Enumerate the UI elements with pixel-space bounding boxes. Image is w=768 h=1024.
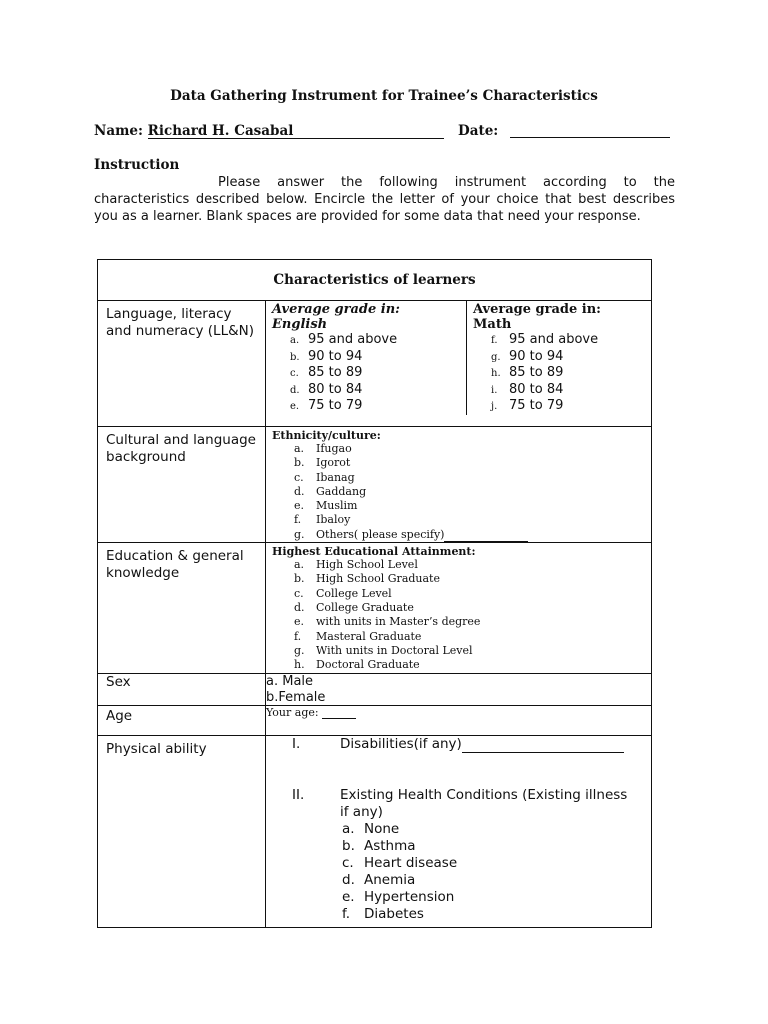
list-item[interactable] (290, 398, 460, 415)
row-label-llen: Language, literacy and numeracy (LL&N) (98, 301, 266, 427)
sex-options-cell (266, 674, 652, 706)
list-item[interactable] (294, 658, 651, 672)
option-text: Igorot (316, 456, 351, 470)
english-grade-column (266, 301, 467, 415)
list-item[interactable] (342, 821, 651, 838)
row-label-physical: Physical ability (98, 736, 266, 928)
list-item[interactable] (491, 382, 601, 399)
list-item[interactable] (342, 855, 651, 872)
option-letter: d. (294, 484, 305, 498)
age-prompt: Your age: (266, 706, 319, 720)
culture-options-cell (266, 427, 652, 543)
row-label-education: Education & general knowledge (98, 543, 266, 674)
option-text: Heart disease (364, 855, 458, 872)
list-item[interactable] (294, 572, 651, 586)
list-item[interactable] (491, 398, 601, 415)
option-text: College Graduate (316, 600, 414, 614)
option-letter: i. (491, 384, 498, 396)
option-letter: h. (294, 658, 305, 672)
characteristics-table (97, 259, 652, 928)
table-header: Characteristics of learners (98, 260, 652, 301)
option-text: Doctoral Graduate (316, 658, 420, 672)
others-specify-blank[interactable] (444, 541, 528, 542)
option-text: Ifugao (316, 442, 352, 455)
option-letter: f. (491, 335, 498, 346)
option-text: 85 to 89 (308, 365, 363, 380)
disabilities-blank[interactable] (462, 752, 624, 753)
list-item[interactable] (294, 587, 651, 601)
option-letter: a. (294, 558, 305, 572)
option-text: Gaddang (316, 484, 367, 498)
english-option-list (272, 332, 460, 415)
option-letter: a. (290, 335, 300, 346)
culture-option-list (266, 442, 651, 542)
option-letter: g. (294, 527, 305, 541)
list-item[interactable] (294, 485, 651, 499)
list-item[interactable] (491, 349, 601, 366)
name-date-line (94, 123, 674, 139)
option-letter: e. (342, 889, 355, 906)
option-letter: h. (491, 368, 501, 379)
option-text: 95 and above (509, 332, 599, 347)
math-option-list (473, 332, 601, 415)
option-text: With units in Doctoral Level (316, 643, 473, 657)
list-item[interactable] (294, 558, 651, 572)
health-option-list (266, 821, 651, 923)
option-text: 90 to 94 (308, 348, 363, 364)
option-letter: d. (294, 600, 305, 614)
option-text: with units in Master’s degree (316, 615, 481, 629)
option-letter: e. (294, 499, 305, 513)
option-letter: b. (294, 456, 305, 470)
list-item[interactable] (294, 442, 651, 456)
option-text: 80 to 84 (509, 381, 564, 397)
option-text: Anemia (364, 872, 416, 889)
option-letter: f. (342, 906, 351, 923)
list-item[interactable] (294, 471, 651, 485)
option-letter: g. (294, 643, 305, 657)
list-item[interactable] (294, 513, 651, 527)
math-heading-1: Average grade in: (473, 302, 601, 317)
list-item[interactable] (342, 889, 651, 906)
physical-item1-number: I. (292, 736, 301, 753)
option-letter: f. (294, 629, 302, 643)
option-text: Muslim (316, 499, 358, 513)
option-letter: j. (491, 401, 498, 412)
option-letter: e. (294, 615, 305, 629)
option-letter: c. (290, 368, 299, 379)
list-item[interactable] (294, 615, 651, 629)
option-text: College Level (316, 586, 392, 600)
row-label-sex: Sex (98, 674, 266, 706)
option-letter: b. (342, 838, 355, 855)
name-field[interactable]: Richard H. Casabal (148, 124, 444, 139)
name-label: Name: (94, 123, 143, 139)
list-item[interactable] (342, 838, 651, 855)
option-text: Masteral Graduate (316, 629, 422, 643)
date-label: Date: (458, 123, 499, 139)
list-item[interactable] (342, 906, 651, 923)
math-heading-2: Math (473, 317, 512, 332)
education-option-list (266, 558, 651, 672)
option-text: High School Graduate (316, 572, 440, 586)
option-text: 95 and above (308, 332, 398, 347)
list-item[interactable] (290, 365, 460, 382)
option-letter: c. (294, 470, 304, 484)
option-text: 90 to 94 (509, 348, 564, 364)
list-item[interactable] (290, 382, 460, 399)
education-options-cell (266, 543, 652, 674)
sex-option-female[interactable]: b.Female (266, 689, 326, 705)
list-item[interactable] (491, 365, 601, 382)
option-text: Ibanag (316, 470, 355, 484)
instruction-text: Please answer the following instrument according to the characteristics described below. Encircle the letter of your choice that best describes you as a learner. Blank spaces are provided for some data that need your response. (94, 175, 675, 224)
option-text: 75 to 79 (308, 398, 363, 413)
physical-item1-text: Disabilities(if any) (340, 736, 462, 753)
instruction-heading: Instruction (94, 157, 180, 173)
option-letter: d. (290, 384, 300, 396)
age-cell (266, 706, 652, 736)
english-heading-2: English (272, 317, 328, 332)
list-item[interactable] (294, 456, 651, 470)
option-letter: a. (342, 821, 355, 838)
list-item[interactable] (491, 332, 601, 349)
option-text: Hypertension (364, 889, 455, 906)
option-text: 80 to 84 (308, 381, 363, 397)
list-item[interactable] (294, 528, 651, 542)
physical-cell (266, 736, 652, 928)
option-letter: e. (290, 401, 300, 412)
physical-item2-number: II. (292, 787, 305, 804)
list-item[interactable] (290, 332, 460, 349)
sex-option-male[interactable]: a. Male (266, 674, 314, 690)
list-item[interactable] (294, 630, 651, 644)
age-blank[interactable] (322, 718, 356, 719)
row-label-age: Age (98, 706, 266, 736)
culture-heading: Ethnicity/culture: (272, 429, 381, 442)
document-title: Data Gathering Instrument for Trainee’s Characteristics (170, 88, 598, 104)
option-text: Ibaloy (316, 513, 351, 527)
option-letter: c. (342, 855, 354, 872)
date-field[interactable] (510, 137, 670, 138)
math-grade-column (467, 301, 607, 415)
physical-item2-text: Existing Health Conditions (Existing illness if any) (340, 787, 628, 821)
option-letter: f. (294, 513, 302, 527)
option-letter: b. (294, 572, 305, 586)
row-label-culture: Cultural and language background (98, 427, 266, 543)
education-heading: Highest Educational Attainment: (272, 545, 476, 559)
option-text: Diabetes (364, 906, 424, 923)
llen-options-cell (266, 301, 652, 427)
list-item[interactable] (294, 499, 651, 513)
option-text: Asthma (364, 838, 416, 855)
option-text: 85 to 89 (509, 365, 564, 380)
list-item[interactable] (342, 872, 651, 889)
english-heading-1: Average grade in: (272, 302, 400, 317)
option-text: Others( please specify) (316, 527, 445, 541)
option-letter: d. (342, 872, 355, 889)
option-text: High School Level (316, 558, 418, 572)
list-item[interactable] (290, 349, 460, 366)
option-text: None (364, 821, 400, 838)
option-letter: c. (294, 586, 304, 600)
option-text: 75 to 79 (509, 398, 564, 413)
option-letter: g. (491, 351, 501, 363)
option-letter: b. (290, 351, 300, 363)
list-item[interactable] (294, 644, 651, 658)
option-letter: a. (294, 442, 305, 455)
list-item[interactable] (294, 601, 651, 615)
